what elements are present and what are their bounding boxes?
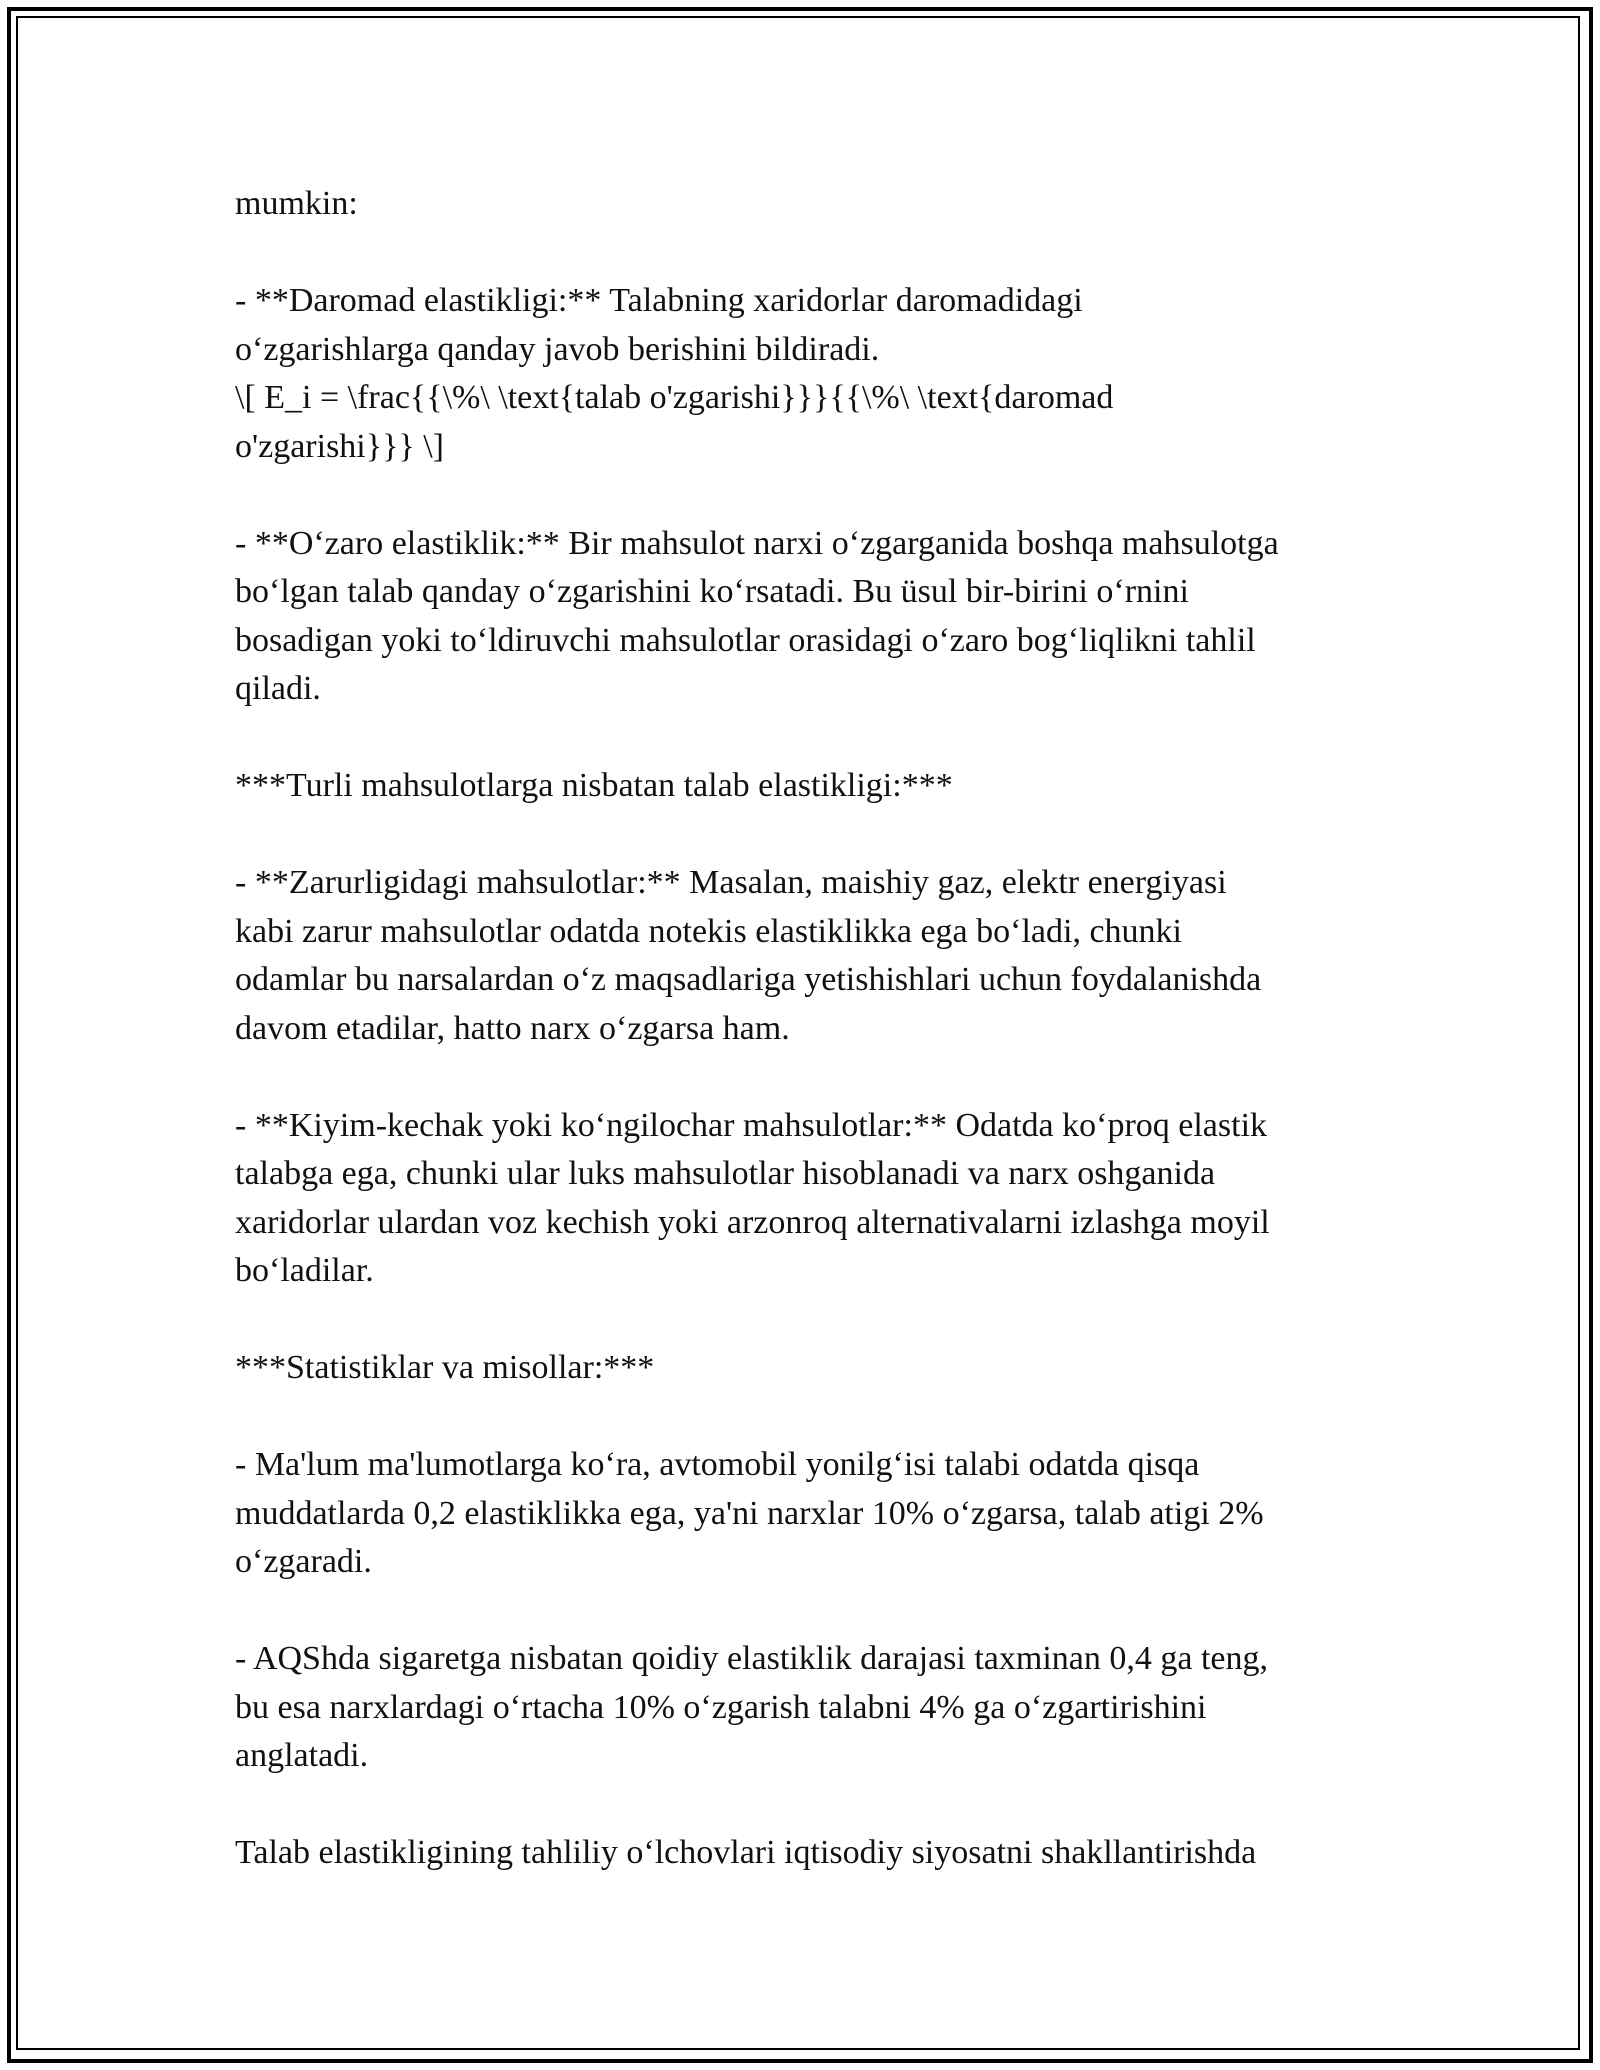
paragraph-clothing-entertainment: - **Kiyim-kechak yoki ko‘ngilochar mahsulotlar:** Odatda ko‘proq elastik talabga ega, chunki ular luks mahsulotlar hisoblanadi va narx oshganida xaridorlar ulardan voz kechish yoki arzonroq alternativalarni izlashga moyil bo‘ladilar. (235, 1106, 1270, 1289)
paragraph-cross-elasticity: - **O‘zaro elastiklik:** Bir mahsulot narxi o‘zgarganida boshqa mahsulotga bo‘lgan talab qanday o‘zgarishini ko‘rsatadi. Bu üsul bir-birini o‘rnini bosadigan yoki to‘ldiruvchi mahsulotlar orasidagi o‘zaro bog‘liqlikni tahlil qiladi. (235, 524, 1279, 707)
paragraph-income-elasticity: - **Daromad elastikligi:** Talabning xaridorlar daromadidagi o‘zgarishlarga qanday javob berishini bildiradi. \[ E_i = \frac{{\%\ \text{talab o'zgarishi}}}{{\%\ \text{daromad o'zgarishi}}} \] (235, 282, 1114, 465)
paragraph-fuel-statistic: - Ma'lum ma'lumotlarga ko‘ra, avtomobil yonilg‘isi talabi odatda qisqa muddatlarda 0,2 elastiklikka ega, ya'ni narxlar 10% o‘zgarsa, talab atigi 2% o‘zgaradi. (235, 1446, 1264, 1580)
document-body (235, 180, 1375, 1878)
paragraph-necessities: - **Zarurligidagi mahsulotlar:** Masalan, maishiy gaz, elektr energiyasi kabi zarur mahsulotlar odatda notekis elastiklikka ega bo‘ladi, chunki odamlar bu narsalardan o‘z maqsadlariga yetishishlari uchun foydalanishda davom etadilar, hatto narx o‘zgarsa ham. (235, 864, 1262, 1047)
paragraph-cigarette-statistic: - AQShda sigaretga nisbatan qoidiy elastiklik darajasi taxminan 0,4 ga teng, bu esa narxlardagi o‘rtacha 10% o‘zgarish talabni 4% ga o‘zgartirishini anglatadi. (235, 1640, 1268, 1774)
heading-statistics: ***Statistiklar va misollar:*** (235, 1349, 655, 1386)
heading-product-elasticity: ***Turli mahsulotlarga nisbatan talab elastikligi:*** (235, 767, 953, 804)
paragraph-conclusion: Talab elastikligining tahliliy o‘lchovlari iqtisodiy siyosatni shakllantirishda (235, 1834, 1257, 1871)
paragraph-continuation: mumkin: (235, 185, 358, 222)
